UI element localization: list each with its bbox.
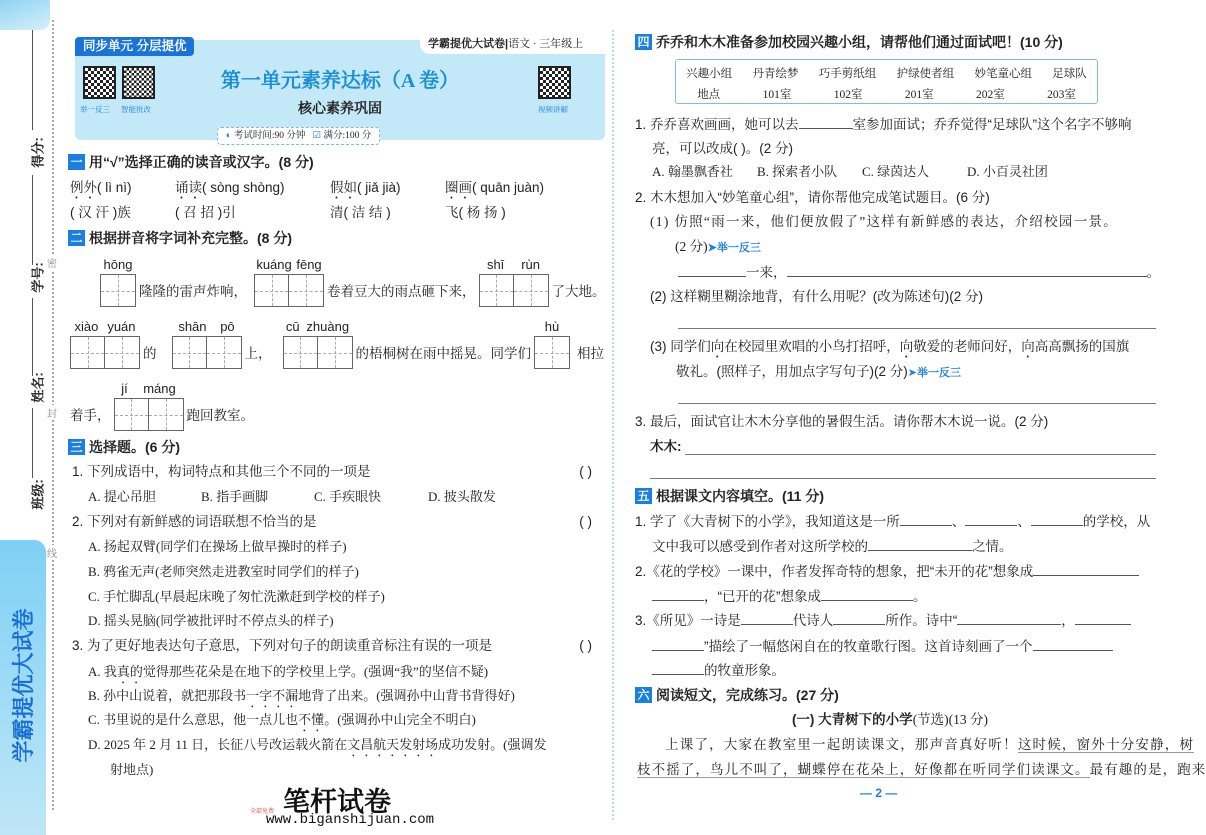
answer-blank[interactable] [1033, 561, 1139, 576]
qr-code-icon[interactable] [122, 66, 155, 99]
answer-paren[interactable]: ( ) [579, 638, 592, 653]
question-text: 室参加面试；乔乔觉得“足球队”这个名字不够响 [852, 117, 1132, 132]
section-title: 根据课文内容填空。(11 分) [656, 488, 825, 504]
tianzige-input[interactable] [534, 318, 570, 369]
page-title: 第一单元素养达标（A 卷） [220, 70, 460, 92]
table-cell: 102室 [833, 89, 863, 101]
pinyin: yuán [107, 319, 136, 334]
sentence-text: 着手， [70, 408, 111, 423]
answer-line[interactable] [678, 403, 1156, 404]
option[interactable]: D. 披头散发 [428, 489, 496, 504]
answer-paren[interactable]: ( ) [579, 464, 592, 479]
tianzige-input[interactable] [254, 256, 324, 307]
answer-blank[interactable] [868, 536, 972, 551]
table-header-cell: 足球队 [1052, 68, 1087, 80]
seal-char: 密 [47, 255, 57, 270]
char-choice[interactable]: ( 洁 结 ) [343, 205, 391, 220]
corner-decoration [0, 0, 50, 30]
name-field[interactable] [32, 408, 33, 478]
pinyin-choice[interactable]: ( quān juàn) [472, 180, 545, 195]
table-header-cell: 兴趣小组 [686, 68, 733, 80]
tianzige-input[interactable] [172, 318, 242, 369]
option[interactable]: B. 指手画脚 [201, 489, 269, 504]
question-text: 一来， [746, 265, 787, 280]
section-title: 根据拼音将字词补充完整。(8 分) [89, 230, 292, 246]
question-text: 敬礼。(照样子，用加点字写句子)(2 分) [676, 364, 908, 379]
qr-code-icon[interactable] [83, 66, 116, 99]
option[interactable]: D. 摇头晃脑(同学被批评时不停点头的样子) [88, 613, 334, 628]
page-subtitle: 核心素养巩固 [298, 100, 382, 116]
clock-icon: ◐ [225, 131, 232, 141]
series-name: 学霸提优大试卷 [428, 38, 505, 50]
word: 例外 [70, 180, 97, 195]
name-label: 姓名: [30, 372, 46, 403]
answer-blank[interactable] [900, 511, 952, 526]
sentence-text: 的 [143, 346, 157, 361]
seal-char: 封 [47, 405, 57, 420]
word: 诵读 [175, 180, 202, 195]
pinyin: kuáng [256, 257, 292, 272]
option[interactable]: A. 我真的觉得那些花朵是在地下的学校里上学。(强调“我”的坚信不疑) [88, 664, 489, 679]
answer-blank[interactable] [652, 636, 704, 651]
sentence-text: 跑回教室。 [186, 408, 254, 423]
answer-blank[interactable] [652, 586, 704, 601]
answer-blank[interactable] [965, 511, 1017, 526]
pinyin: máng [143, 381, 176, 396]
option[interactable]: C. 手忙脚乱(早晨起床晚了匆忙洗漱赶到学校的样子) [88, 589, 385, 604]
word-part: 飞 [445, 205, 459, 220]
table-cell: 203室 [1047, 89, 1076, 101]
table-header-cell: 妙笔童心组 [974, 68, 1032, 80]
pinyin: fēng [296, 257, 322, 272]
underlined-text: 这时候，窗外十分安静，树 [1017, 737, 1195, 752]
answer-line[interactable] [685, 454, 1156, 455]
word: 假如 [330, 180, 357, 195]
qr-label: 举一反三 [80, 105, 110, 114]
sentence-text: 卷着豆大的雨点砸下来， [327, 284, 476, 299]
option-continued: 射地点) [110, 762, 154, 777]
pinyin: zhuàng [306, 319, 350, 334]
brand-logo: 学霸提优大试卷 [11, 608, 36, 763]
option[interactable]: A. 翰墨飘香社 [652, 164, 733, 179]
underlined-text: 枝不摇了，鸟儿不叫了，蝴蝶停在花朵上，好像都在听同学们读课文。 [637, 762, 1090, 777]
word-part: 引 [222, 205, 236, 220]
section-title: 用“√”选择正确的读音或汉字。(8 分) [89, 154, 314, 170]
page-number: — 2 — [860, 786, 898, 800]
interest-group-table [675, 59, 1098, 104]
pinyin-choice[interactable]: ( lì nì) [97, 180, 132, 195]
section-number: 六 [635, 687, 652, 703]
pinyin: rùn [521, 257, 541, 272]
answer-blank[interactable] [833, 610, 885, 625]
question-text: 1. 乔乔喜欢画画，她可以去 [635, 117, 799, 132]
question-text: 2. 木木想加入“妙笔童心组”，请你帮他完成笔试题目。(6 分) [635, 190, 990, 205]
question-text: 亮，可以改成( )。(2 分) [652, 141, 793, 156]
question-stem: 1. 下列成语中，构词特点和其他三个不同的一项是 [72, 464, 371, 479]
char-choice[interactable]: ( 汉 汗 ) [70, 205, 118, 220]
watermark-name: 笔杆试卷 [283, 787, 391, 817]
pinyin: cū [285, 319, 300, 334]
answer-blank[interactable] [1033, 636, 1113, 651]
example-link[interactable]: ➤举一反三 [707, 242, 761, 254]
option[interactable]: B. 探索者小队 [757, 164, 838, 179]
pinyin-choice[interactable]: ( sòng shòng) [202, 180, 285, 195]
answer-blank[interactable] [1031, 511, 1083, 526]
pinyin: pō [220, 319, 235, 334]
char-choice[interactable]: ( 杨 扬 ) [458, 205, 506, 220]
section-title: 阅读短文，完成练习。(27 分) [656, 687, 839, 703]
word: 圈画 [445, 180, 472, 195]
seal-char: 线 [47, 545, 57, 560]
tianzige-input[interactable] [114, 380, 184, 431]
student-id-field[interactable] [32, 298, 33, 376]
table-cell: 地点 [697, 89, 721, 101]
pinyin: hù [544, 319, 560, 334]
pinyin-choice[interactable]: ( jiǎ jià) [357, 180, 401, 195]
points: (2 分) [675, 239, 708, 254]
tianzige-input[interactable] [479, 256, 549, 307]
section-title: 乔乔和木木准备参加校园兴趣小组，请帮他们通过面试吧！(10 分) [656, 34, 1063, 50]
table-header-cell: 巧手剪纸组 [818, 68, 877, 80]
score-label: 得分: [30, 137, 46, 168]
pinyin: shī [486, 257, 505, 272]
check-icon: ☑ [312, 131, 322, 141]
word-part: 清 [330, 205, 344, 220]
option[interactable]: C. 绿茵达人 [862, 164, 930, 179]
table-header-cell: 丹青绘梦 [752, 68, 799, 80]
qr-code-icon[interactable] [538, 66, 571, 99]
qr-label: 智能批改 [121, 105, 151, 114]
exam-time: 考试时间:90 分钟 [233, 131, 306, 141]
tianzige-input[interactable] [100, 256, 136, 307]
section-number: 三 [68, 439, 85, 455]
option[interactable]: D. 2025 年 2 月 11 日，长征八号改运载火箭在文昌航天发射场成功发射。(强调发 [88, 737, 547, 752]
pinyin: jí [121, 381, 128, 396]
answer-blank[interactable] [678, 262, 746, 277]
answer-blank[interactable] [821, 586, 913, 601]
tianzige-input[interactable] [70, 318, 140, 369]
table-cell: 202室 [975, 89, 1005, 101]
answer-line[interactable] [678, 328, 1156, 329]
char-choice[interactable]: ( 召 招 ) [175, 205, 223, 220]
table-cell: 101室 [762, 89, 792, 101]
question-text: (1) 仿照“雨一来，他们便放假了”这样有新鲜感的表达，介绍校园一景。 [650, 214, 1119, 229]
question-stem: 2. 下列对有新鲜感的词语联想不恰当的是 [72, 514, 317, 529]
section-number: 一 [68, 154, 85, 170]
table-cell: 201室 [904, 89, 934, 101]
pinyin: xiào [74, 319, 99, 334]
question-text: (2) 这样糊里糊涂地背，有什么用呢？(改为陈述句)(2 分) [650, 289, 983, 304]
student-id-label: 学号: [30, 262, 46, 293]
answer-blank[interactable] [1075, 610, 1131, 625]
class-label: 班级: [30, 479, 46, 510]
passage-points: (节选)(13 分) [912, 712, 989, 727]
example-link[interactable]: ➤举一反三 [907, 367, 961, 379]
section-number: 二 [68, 230, 85, 246]
option[interactable]: C. 书里说的是什么意思，他一点儿也不懂。(强调孙中山完全不明白) [88, 712, 476, 727]
option[interactable]: A. 扬起双臂(同学们在操场上做早操时的样子) [88, 539, 347, 554]
answer-label: 木木: [650, 439, 682, 454]
pinyin: shān [178, 319, 207, 334]
question-stem: 3. 为了更好地表达句子意思，下列对句子的朗读重音标注有误的一项是 [72, 638, 493, 653]
answer-blank[interactable] [652, 660, 704, 675]
option[interactable]: B. 孙中山说着，就把那段书一字不漏地背了出来。(强调孙中山背书背得好) [88, 688, 515, 703]
watermark-url[interactable]: www.biganshijuan.com [266, 812, 435, 828]
option[interactable]: D. 小百灵社团 [967, 164, 1048, 179]
sentence-text: 隆隆的雷声炸响， [139, 284, 247, 299]
option[interactable]: B. 鸦雀无声(老师突然走进教室时同学们的样子) [88, 564, 359, 579]
answer-line[interactable] [650, 478, 1156, 479]
column-divider [612, 30, 614, 820]
sentence-text: 的梧桐树在雨中摇晃。同学们 [355, 346, 531, 361]
answer-paren[interactable]: ( ) [579, 514, 592, 529]
watermark-tag: 全部免费 [250, 809, 275, 815]
table-header-cell: 护绿使者组 [896, 68, 955, 80]
score-field[interactable] [32, 175, 33, 265]
option[interactable]: C. 手疾眼快 [314, 489, 382, 504]
answer-blank[interactable] [741, 610, 793, 625]
subject-grade: 语文 · 三年级上 [508, 38, 584, 50]
word-part: 族 [117, 205, 131, 220]
answer-blank[interactable] [799, 114, 853, 129]
question-text: 3. 最后，面试官让木木分享他的暑假生活。请你帮木木说一说。(2 分) [635, 414, 1049, 429]
qr-label: 视频讲解 [538, 105, 568, 114]
option[interactable]: A. 提心吊胆 [88, 489, 156, 504]
answer-blank[interactable] [787, 262, 1147, 277]
section-number: 五 [635, 488, 652, 504]
passage-text: 上课了，大家在教室里一起朗读课文，那声音真好听！ [665, 737, 1018, 752]
sentence-text: 相拉 [577, 346, 604, 361]
answer-blank[interactable] [957, 610, 1061, 625]
section-title: 选择题。(6 分) [89, 439, 180, 455]
pinyin: hōng [103, 257, 133, 272]
unit-tag: 同步单元 分层提优 [75, 37, 194, 56]
passage-title: (一) 大青树下的小学 [791, 712, 913, 727]
tianzige-input[interactable] [283, 318, 353, 369]
passage-text: 最有趣的是，跑来 [1089, 762, 1206, 777]
section-number: 四 [635, 34, 652, 50]
sentence-text: 了大地。 [551, 284, 606, 299]
sentence-text: 上， [244, 346, 272, 361]
full-score: 满分:100 分 [323, 131, 372, 141]
